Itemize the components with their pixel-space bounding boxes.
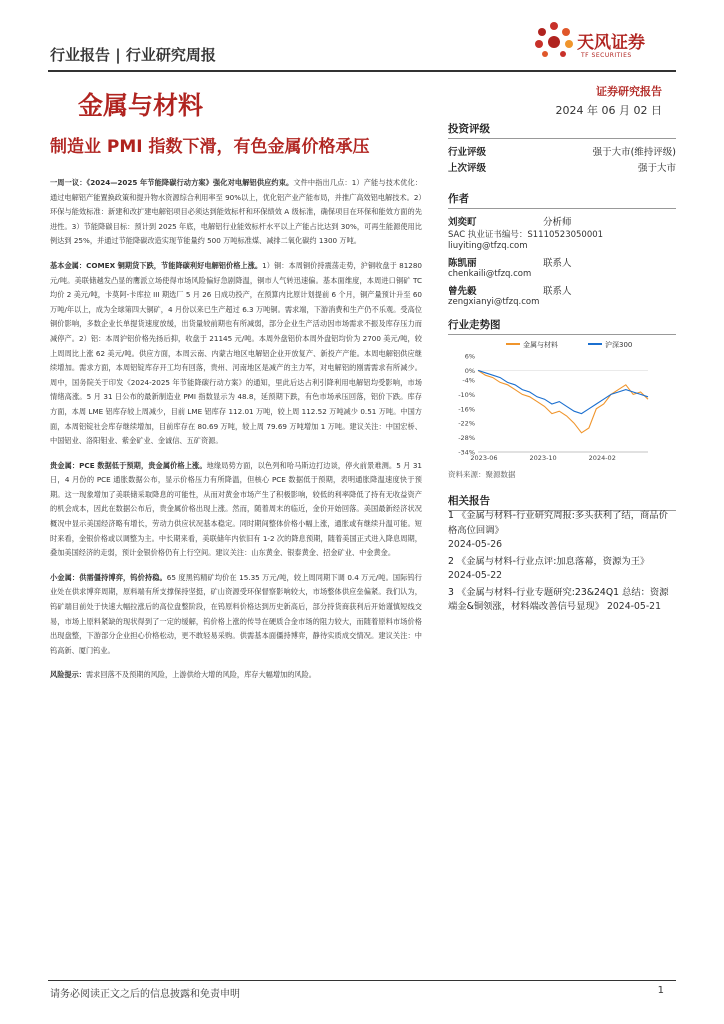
legend-label-csi300: 沪深300 [605, 341, 633, 349]
sidebar [448, 121, 676, 310]
prev-rating-value: 强于大市 [637, 163, 676, 174]
legend-label-metals: 金属与材料 [523, 341, 558, 349]
footer-disclaimer[interactable]: 请务必阅读正文之后的信息披露和免责申明 [50, 989, 240, 1000]
related-reports [448, 509, 676, 617]
lead-minor-metals: 小金属：供需僵持博弈，钨价持稳。 [50, 572, 167, 582]
author-email[interactable]: chenkaili@tfzq.com [448, 269, 532, 279]
author-role: 联系人 [543, 285, 572, 297]
author-name: 刘奕町 [448, 216, 477, 228]
related-report-item[interactable] [448, 586, 676, 615]
industry-rating-label: 行业评级 [448, 147, 487, 158]
author-email[interactable]: liuyiting@tfzq.com [448, 241, 528, 251]
authors-header: 作者 [448, 191, 676, 209]
industry-rating-value: 强于大市(维持评级) [592, 147, 676, 158]
author-entry [448, 213, 676, 254]
author-role: 分析师 [543, 216, 572, 228]
related-header: 相关报告 [448, 493, 676, 511]
related-report-date: 2024-05-22 [448, 570, 503, 581]
author-name: 曾先毅 [448, 285, 477, 297]
author-name: 陈凯丽 [448, 257, 477, 269]
prev-rating-row [448, 159, 676, 175]
y-tick-label: -16% [458, 405, 475, 414]
logo-text-en: TF SECURITIES [581, 52, 632, 59]
report-type: 证券研究报告 [596, 85, 662, 98]
y-tick-label: -22% [458, 419, 475, 428]
author-entry [448, 254, 676, 282]
text-base-metals: 1）铜：本周铜价持震荡走势，沪铜收盘于 81280 元/吨。美联储越发凸显的鹰派立场使得市场风险偏好急剧降温，铜市人气转迅速偏。基本面维度，本周进口铜矿 TC 均价 2 美元/吨，卡莫阿-卡库拉 III 期选厂 5 月 26 日成功投产，在预算内比原计划提前 6 个月，铜产量预计升至 60 万吨/年以上，成为全球第四大铜矿，4 月份以来已生产超过 6.3 万吨铜。需求端，下游消费和生产仍不乐观。受高位铜价影响，多数企业长单提货速度放缓，出货量较前期也有所减弱，部分企业生产活动因市场需求不振及库存压力而减停产。2）铝：本周沪铝价格先扬后抑，收盘于 21145 元/吨。本周外盘铝价本周外盘铝均价为 2700 美元/吨，较上周周比上涨 62 美元/吨。供应方面，本周云南、内蒙古地区电解铝企业开放复产、新投产产能。本周电解铝供应继续增加。需求方面，本周铝锭库存开工均有回落，贵州、河南地区是减产的主力军，对电解铝的刚需需求有所减少。周中，国务院关于印发《2024-2025 年节能降碳行动方案》的通知，里此后达占利引降利用电解铝均受影响，市场情绪高涨。5 月 31 日公布的最新制造业 PMI 指数显示为 48.8，延预期下跌，有色市场承压回落，铝价下跌。库存方面，本周 LME 铝库存较上周减少，目前 LME 铝库存 112.01 万吨，较上周 112.52 万吨减少 0.51 万吨。中国方面，本周铝锭社会库存继续增加，目前库存在 80.69 万吨，较上周 79.69 万吨增加 1 万吨。建议关注：中国宏桥、中国铝业、洛阳钼业、紫金矿业、金诚信、五矿资源。 [50, 260, 422, 446]
chart-source: 资料来源：聚源数据 [448, 470, 516, 479]
report-category: 行业报告 | 行业研究周报 [50, 46, 216, 64]
x-tick-label: 2023-06 [470, 454, 498, 462]
paragraph-risk [50, 668, 422, 683]
logo-text-cn: 天风证券 [577, 33, 645, 53]
lead-weekly-topic: 一周一议：《2024—2025 年节能降碳行动方案》强化对电解铝供应约束。 [50, 178, 294, 187]
author-role: 联系人 [543, 257, 572, 269]
sector-title: 金属与材料 [78, 91, 204, 120]
y-tick-label: 0% [464, 366, 475, 375]
x-tick-label: 2023-10 [529, 454, 557, 462]
lead-risk: 风险提示： [50, 670, 86, 680]
company-logo [533, 18, 673, 68]
report-headline: 制造业 PMI 指数下滑，有色金属价格承压 [50, 137, 370, 157]
footer-divider [48, 980, 676, 981]
report-body [50, 176, 422, 693]
prev-rating-label: 上次评级 [448, 163, 487, 174]
y-tick-label: -4% [462, 376, 475, 385]
text-minor-metals: 65 度黑钨精矿均价在 15.35 万元/吨，较上周同期下调 0.4 万元/吨。国际钨行业处在供求博弈周期，原料端有所支撑保持坚挺，矿山资源受环保督察影响较大，市场整体供应垒偏紧。我们认为，钨矿端目前处于快速大幅拉涨后的高位盘整阶段，在钨原料价格达到历史新高后，部分持货商获利后开始谨慎短线交易，市场上原料紧缺的现状得到了一定的缓解，钨价格上涨的传导在硬质合金市场的阻力较大，而随着原料市场价格出现盘整，下游部分企业担心价格松动，更不敢轻易采购。供需基本面僵持博弈，静待实质成交情况。建议关注：中钨高新、厦门钨业。 [50, 572, 422, 655]
industry-rating-row [448, 143, 676, 159]
lead-base-metals: 基本金属：COMEX 铜期货下跌，节能降碳利好电解铝价格上涨。 [50, 260, 263, 270]
related-report-title[interactable]: 3 《金属与材料-行业专题研究:23&24Q1 总结：资源端金&铜领涨，材料端改善信号显现》 [448, 586, 669, 612]
related-report-title[interactable]: 1 《金属与材料-行业研究周报:多头获利了结，商品价格高位回调》 [448, 510, 668, 536]
text-precious-metals: 地缘局势方面，以色列和哈马斯边打边谈，停火前景难测。5 月 31 日，4 月份的 PCE 通胀数据公布，显示价格压力有所降温，但核心 PCE 数据低于预期，表明通胀降温速度快于预期。这一现象增加了美联储采取降息的可能性，从而对黄金市场产生了积极影响，较低的利率降低了持有无收益资产的机会成本，因此在数据公布后，贵金属价格出现上涨。然而，随着周末的临近，金价开始回落。美国最新经济状况概况中显示美国经济略有增长，劳动力供应状况基本稳定。同时期间整体价格小幅上涨，通胀或有继续升温可能。短时来看，金银价格或以调整为主。中长期来看，美联储年内依旧有 1-2 次的降息预期，随着美国正式进入降息周期，叠加美国经济的走弱，预计金银价格仍有上行空间。建议关注：山东黄金、银泰黄金、招金矿业、中金黄金。 [50, 460, 422, 558]
text-weekly-topic: 文件中指出几点：1）产能与技术优化：通过电解铝产能置换政策和提升物水资源综合利用率至 90%以上，优化铝产业产能布局，并推广高效铝电解技术。2）环保与能效标准：新建和改扩建电解铝项目必须达到能效标杆和环保绩效 A 级标准，确保项目在环保和能效方面的先进性。3）节能降碳目标：预计到 2025 年底，电解铝行业能效标杆水平以上产能占比达到 30%，可再生能源使用比例达到 25%，并通过节能降碳改造实现节能量约 500 万吨标准煤、减排二氧化碳约 1300 万吨。 [50, 178, 423, 246]
text-risk: 需求回落不及预期的风险，上游供给大增的风险，库存大幅增加的风险。 [85, 670, 316, 680]
related-report-date: 2024-05-26 [448, 539, 503, 550]
related-report-date: 2024-05-21 [606, 601, 661, 612]
series-line-csi300 [478, 370, 648, 413]
header-divider [48, 70, 676, 72]
author-cert: SAC 执业证书编号：S1110523050001 [448, 230, 604, 240]
paragraph-minor-metals [50, 571, 422, 659]
paragraph-weekly-topic [50, 176, 422, 249]
rating-header: 投资评级 [448, 121, 676, 139]
related-report-item[interactable] [448, 509, 676, 553]
y-tick-label: -28% [458, 434, 475, 443]
x-tick-label: 2024-02 [588, 454, 616, 462]
related-report-item[interactable] [448, 555, 676, 584]
y-tick-label: 6% [464, 352, 475, 361]
report-date: 2024 年 06 月 02 日 [555, 104, 662, 117]
chart-header: 行业走势图 [448, 317, 676, 335]
logo-mark-icon [533, 20, 575, 62]
industry-trend-chart [448, 336, 676, 466]
author-email[interactable]: zengxianyi@tfzq.com [448, 297, 540, 307]
lead-precious-metals: 贵金属：PCE 数据低于预期，贵金属价格上涨。 [50, 460, 207, 470]
paragraph-base-metals [50, 259, 422, 449]
author-entry [448, 282, 676, 310]
paragraph-precious-metals [50, 459, 422, 561]
page-number: 1 [657, 985, 664, 996]
y-tick-label: -10% [458, 390, 475, 399]
y-tick-label: -34% [458, 448, 475, 457]
related-report-title[interactable]: 2 《金属与材料-行业点评:加息落幕，资源为王》 [448, 555, 650, 567]
